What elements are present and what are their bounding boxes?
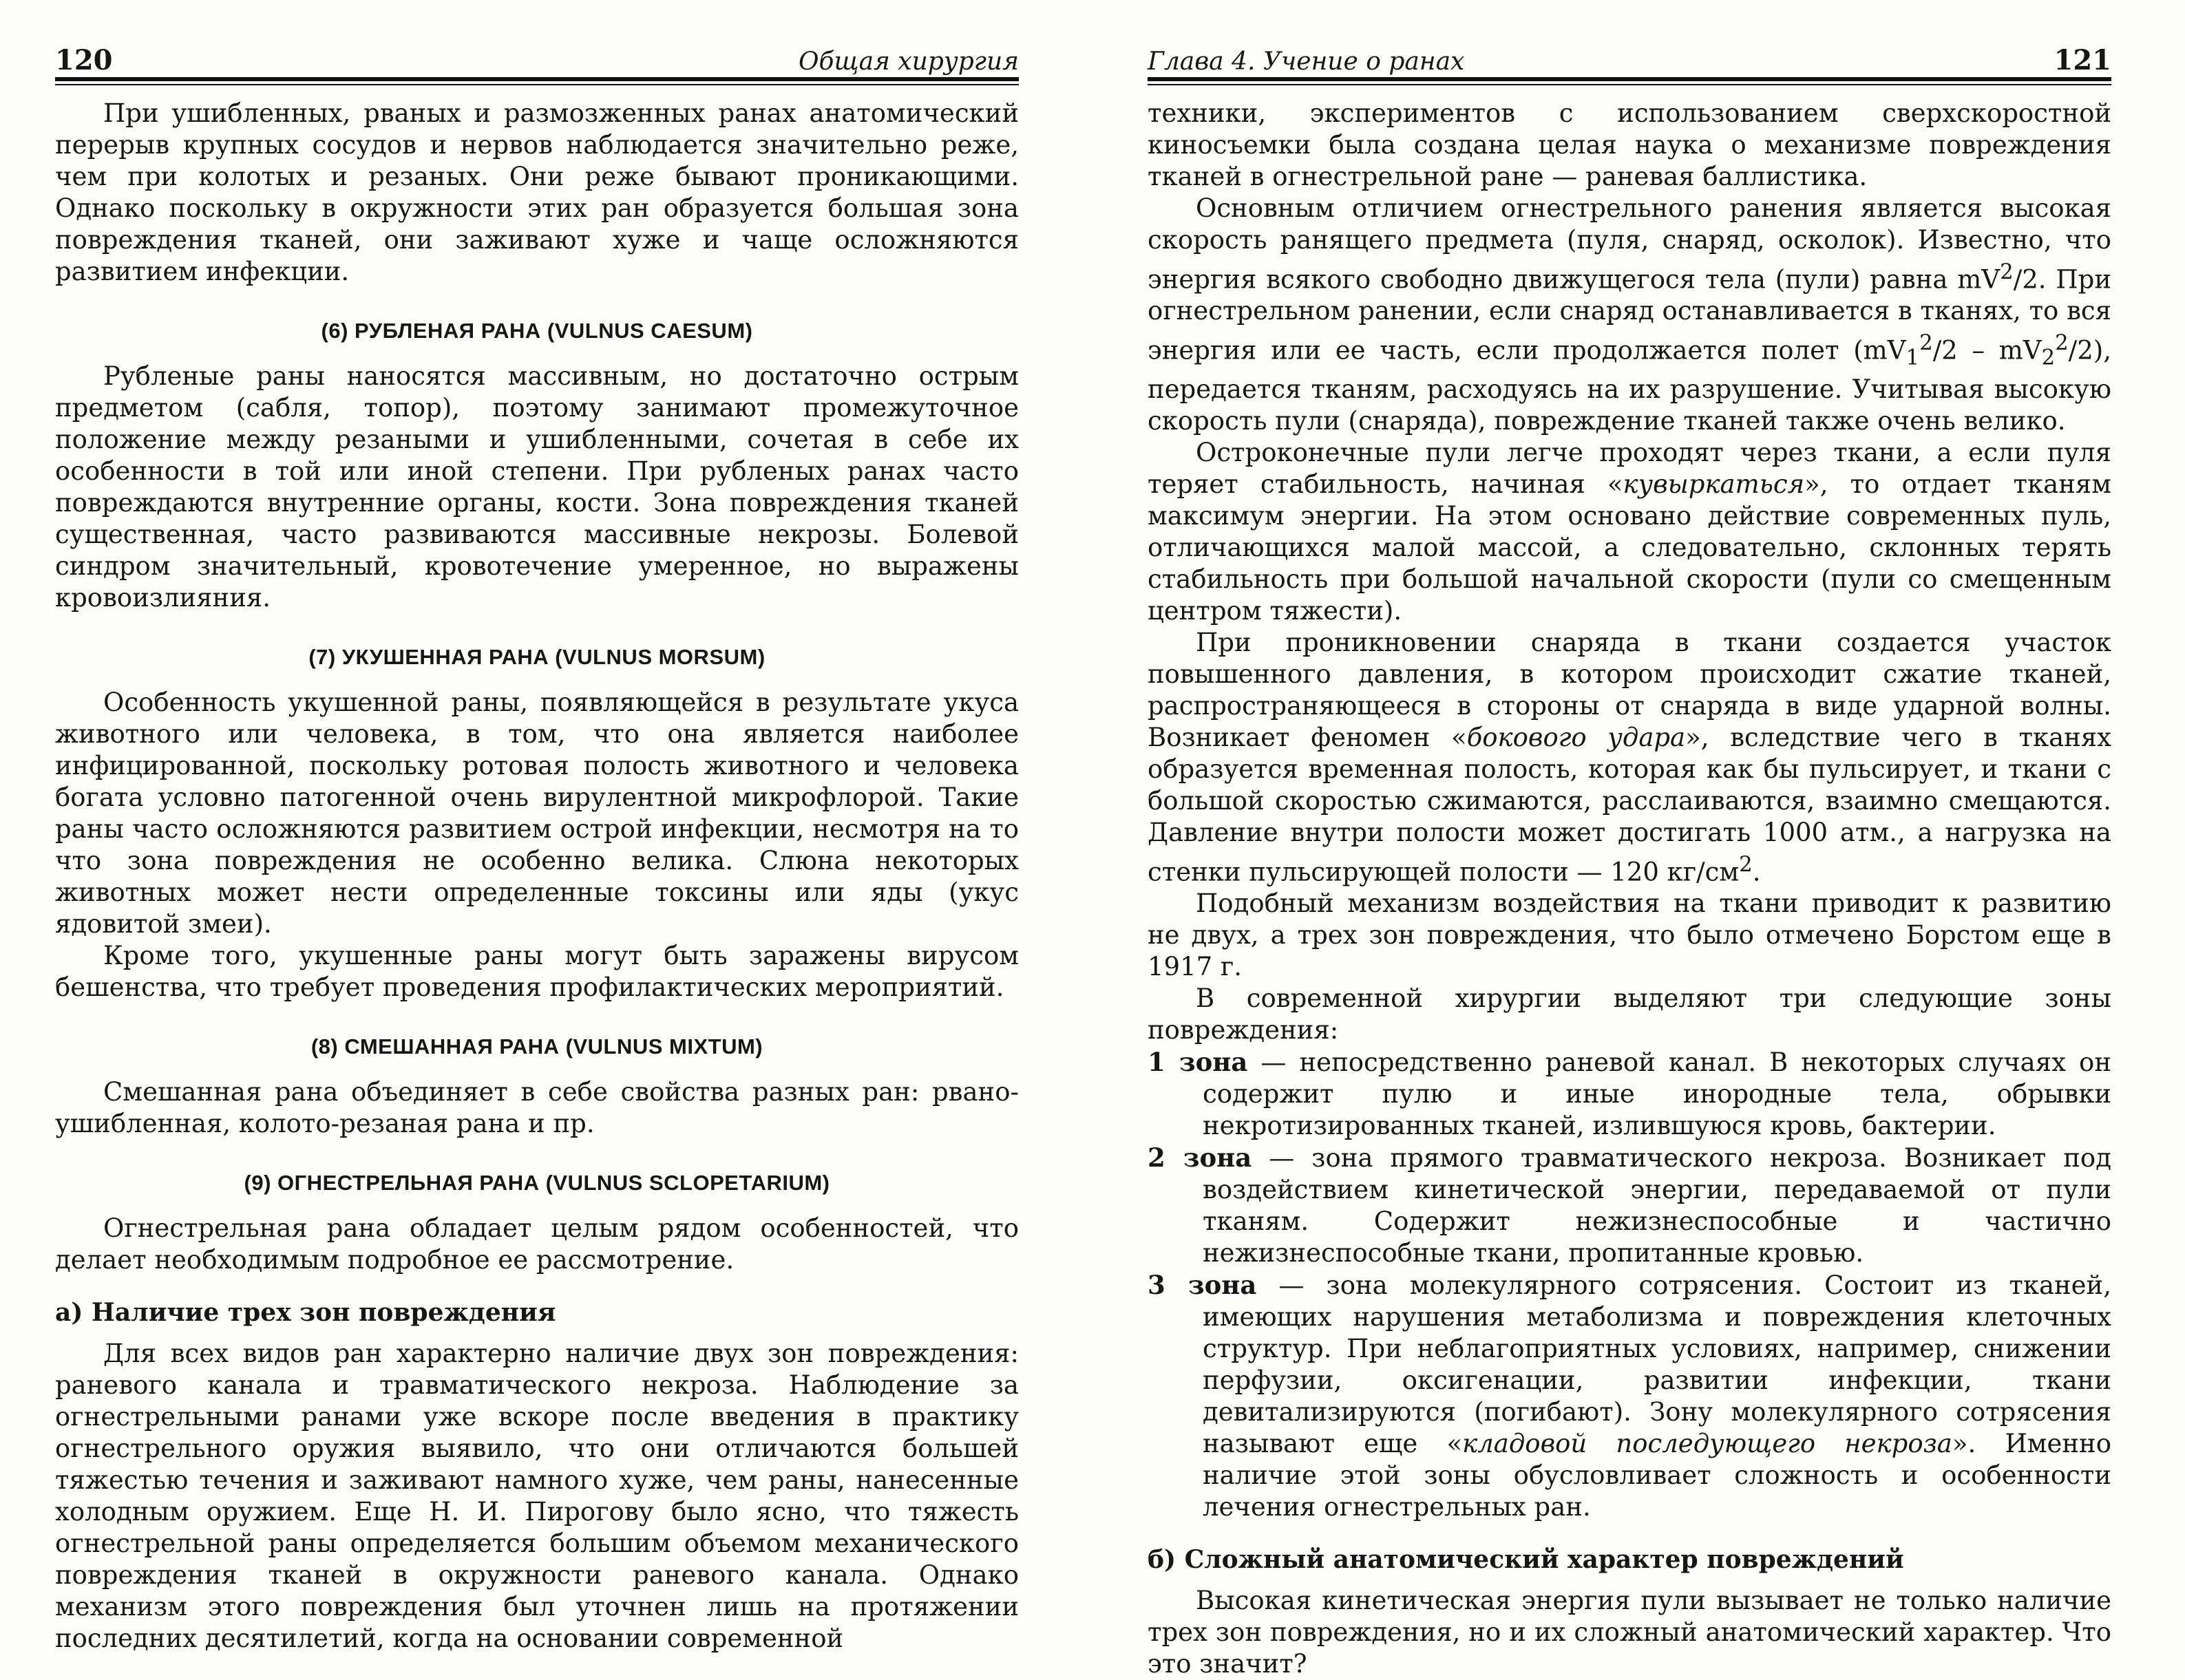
paragraph: При проникновении снаряда в ткани создается участок повышенного давления, в котором происходит сжатие тканей, распространяющееся в стороны от снаряда в виде ударной волны. Возникает феномен «бокового удара», вследствие чего в тканях образуется временная полость, которая как бы пульсирует, и ткани с большой скоростью сжимаются, расслаиваются, взаимно смещаются. Давление внутри полости может достигать 1000 атм., а нагрузка на стенки пульсирующей полости — 120 $кг/см^2$. (1148, 628, 2111, 887)
paragraph: техники, экспериментов с использованием сверхскоростной киносъемки была создана целая наука о механизме повреждения тканей в огнестрельной ране — раневая баллистика. (1148, 98, 2111, 191)
paragraph: Рубленые раны наносятся массивным, но достаточно острым предметом (сабля, топор), поэтому занимают промежуточное положение между резаными и ушибленными, сочетая в себе их особенности в той или иной степени. При рубленых ранах часто повреждаются внутренние органы, кости. Зона повреждения тканей существенная, часто развиваются массивные некрозы. Болевой синдром значительный, кровотечение умеренное, но выражены кровоизлияния. (55, 361, 1019, 613)
paragraph: Высокая кинетическая энергия пули вызывает не только наличие трех зон повреждения, но и их сложный анатомический характер. Что это значит? (1148, 1586, 2111, 1679)
right-page (1092, 0, 2185, 1679)
header-rule-thin (55, 84, 1019, 85)
subsection-heading: б) Сложный анатомический характер повреждений (1148, 1545, 1904, 1575)
zone-2-item: 2 зона — зона прямого травматического некроза. Возникает под воздействием кинетической энергии, передаваемой от пули тканям. Содержит нежизнеспособные и частично нежизнеспособные ткани, пропитанные кровью. (1148, 1142, 2111, 1268)
page-number: 121 (2054, 44, 2111, 76)
paragraph-energy: Основным отличием огнестрельного ранения является высокая скорость ранящего предмета (пуля, снаряд, осколок). Известно, что энергия всякого свободно движущегося тела (пули) равна $mV^2/2$. При огнестрельном ранении, если снаряд останавливается в тканях, то вся энергия или ее часть, если продолжается полет $(mV_1^2/2 - mV_2^2/2)$, передается тканям, расходуясь на их разрушение. Учитывая высокую скорость пули (снаряда), повреждение тканей также очень велико. (1148, 193, 2111, 436)
paragraph: При ушибленных, рваных и размозженных ранах анатомический перерыв крупных сосудов и нервов наблюдается значительно реже, чем при колотых и резаных. Они реже бывают проникающими. Однако поскольку в окружности этих ран образуется большая зона повреждения тканей, они заживают хуже и чаще осложняются развитием инфекции. (55, 98, 1019, 286)
paragraph: Для всех видов ран характерно наличие двух зон повреждения: раневого канала и травматического некроза. Наблюдение за огнестрельными ранами уже вскоре после введения в практику огнестрельного оружия выявило, что они отличаются большей тяжестью течения и заживают намного хуже, чем раны, нанесенные холодным оружием. Еще Н. И. Пирогову было ясно, что тяжесть огнестрельной раны определяется большим объемом механического повреждения тканей в окружности раневого канала. Однако механизм этого повреждения был уточнен лишь на протяжении последних десятилетий, когда на основании современной (55, 1339, 1019, 1653)
paragraph: Особенность укушенной раны, появляющейся в результате укуса животного или человека, в том, что она является наиболее инфицированной, поскольку ротовая полость животного и человека богата условно патогенной очень вирулентной микрофлорой. Такие раны часто осложняются развитием острой инфекции, несмотря на то что зона повреждения не особенно велика. Слюна некоторых животных может нести определенные токсины или яды (укус ядовитой змеи). (55, 688, 1019, 939)
section-heading: (6) РУБЛЕНАЯ РАНА (VULNUS CAESUM) (321, 319, 753, 343)
zone-1-item: 1 зона — непосредственно раневой канал. В некоторых случаях он содержит пулю и иные инородные тела, обрывки некротизированных тканей, излившуюся кровь, бактерии. (1148, 1047, 2111, 1141)
paragraph: Огнестрельная рана обладает целым рядом особенностей, что делает необходимым подробное ее рассмотрение. (55, 1213, 1019, 1275)
paragraph: Смешанная рана объединяет в себе свойства разных ран: рвано-ушибленная, колото-резаная рана и пр. (55, 1077, 1019, 1138)
left-page (0, 0, 1092, 1653)
header-rule-thick (55, 77, 1019, 81)
paragraph: В современной хирургии выделяют три следующие зоны повреждения: (1148, 983, 2111, 1045)
paragraph: Подобный механизм воздействия на ткани приводит к развитию не двух, а трех зон повреждения, что было отмечено Борстом еще в 1917 г. (1148, 889, 2111, 982)
header-rule-thick (1148, 77, 2111, 81)
section-heading: (8) СМЕШАННАЯ РАНА (VULNUS MIXTUM) (310, 1034, 763, 1059)
left-page-header (55, 25, 1019, 74)
running-title: Общая хирургия (799, 47, 1019, 76)
subsection-heading: а) Наличие трех зон повреждения (55, 1298, 556, 1327)
paragraph: Кроме того, укушенные раны могут быть заражены вирусом бешенства, что требует проведения профилактических мероприятий. (55, 941, 1019, 1002)
page-number: 120 (55, 44, 113, 76)
section-heading: (7) УКУШЕННАЯ РАНА (VULNUS MORSUM) (308, 645, 766, 669)
right-page-body (1148, 98, 2111, 1680)
header-rule-thin (1148, 84, 2111, 85)
section-heading: (9) ОГНЕСТРЕЛЬНАЯ РАНА (VULNUS SCLOPETARIUM) (244, 1171, 830, 1195)
left-page-body (55, 98, 1019, 1655)
zone-3-item: 3 зона — зона молекулярного сотрясения. Состоит из тканей, имеющих нарушения метаболизма и повреждения клеточных структур. При неблагоприятных условиях, например, снижении перфузии, оксигенации, развитии инфекции, ткани девитализируются (погибают). Зону молекулярного сотрясения называют еще «кладовой последующего некроза». Именно наличие этой зоны обусловливает сложность и особенности лечения огнестрельных ран. (1148, 1270, 2111, 1522)
running-title: Глава 4. Учение о ранах (1148, 47, 1465, 76)
right-page-header (1148, 25, 2111, 74)
paragraph: Остроконечные пули легче проходят через ткани, а если пуля теряет стабильность, начиная «кувыркаться», то отдает тканям максимум энергии. На этом основано действие современных пуль, отличающихся малой массой, а следовательно, склонных терять стабильность при большой начальной скорости (пули со смещенным центром тяжести). (1148, 438, 2111, 626)
